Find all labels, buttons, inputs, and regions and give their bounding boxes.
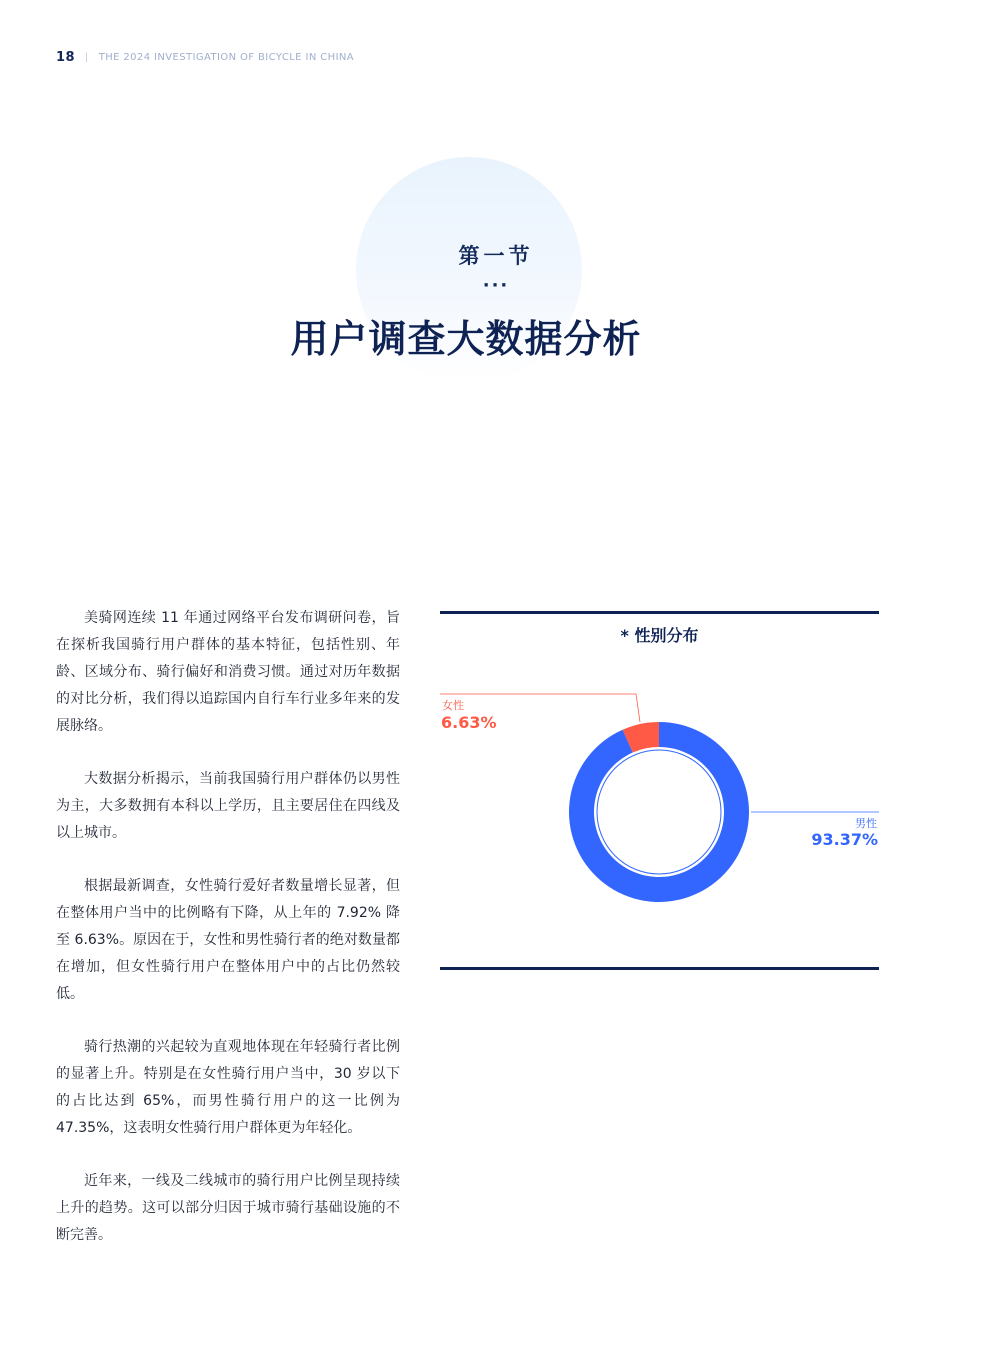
- header-separator: |: [84, 52, 89, 63]
- paragraph-1: 美骑网连续 11 年通过网络平台发布调研问卷，旨在探析我国骑行用户群体的基本特征，包括性别、年龄、区域分布、骑行偏好和消费习惯。通过对历年数据的对比分析，我们得以追踪国内自行车行业多年来的发展脉络。: [56, 610, 400, 734]
- page-number: 18: [56, 50, 75, 65]
- donut-chart: [440, 611, 879, 970]
- male-label: 男性: [855, 817, 877, 830]
- paragraph-3: 根据最新调查，女性骑行爱好者数量增长显著，但在整体用户当中的比例略有下降，从上年的 7.92% 降至 6.63%。原因在于，女性和男性骑行者的绝对数量都在增加，但女性骑行用户在整体用户中的占比仍然较低。: [56, 878, 400, 1002]
- section-dots: ···: [482, 275, 510, 296]
- running-header: [56, 50, 354, 65]
- female-value: 6.63%: [441, 713, 497, 732]
- running-title: THE 2024 INVESTIGATION OF BICYCLE IN CHINA: [98, 52, 355, 63]
- gender-chart: [440, 611, 879, 971]
- paragraph-4: 骑行热潮的兴起较为直观地体现在年轻骑行者比例的显著上升。特别是在女性骑行用户当中，30 岁以下的占比达到 65%，而男性骑行用户的这一比例为 47.35%，这表明女性骑行用户群体更为年轻化。: [56, 1039, 400, 1136]
- chart-title: * 性别分布: [620, 626, 699, 645]
- inner-ring: [597, 750, 721, 874]
- female-label: 女性: [442, 699, 464, 712]
- male-value: 93.37%: [811, 830, 878, 849]
- section-label: 第一节: [458, 244, 534, 268]
- body-text: [56, 605, 400, 1275]
- section-title: 用户调查大数据分析: [290, 317, 642, 361]
- chart-bottom-rule: [440, 967, 879, 970]
- paragraph-5: 近年来，一线及二线城市的骑行用户比例呈现持续上升的趋势。这可以部分归因于城市骑行基础设施的不断完善。: [56, 1173, 400, 1243]
- slice-male: [569, 722, 749, 902]
- paragraph-2: 大数据分析揭示，当前我国骑行用户群体仍以男性为主，大多数拥有本科以上学历，且主要居住在四线及以上城市。: [56, 771, 400, 841]
